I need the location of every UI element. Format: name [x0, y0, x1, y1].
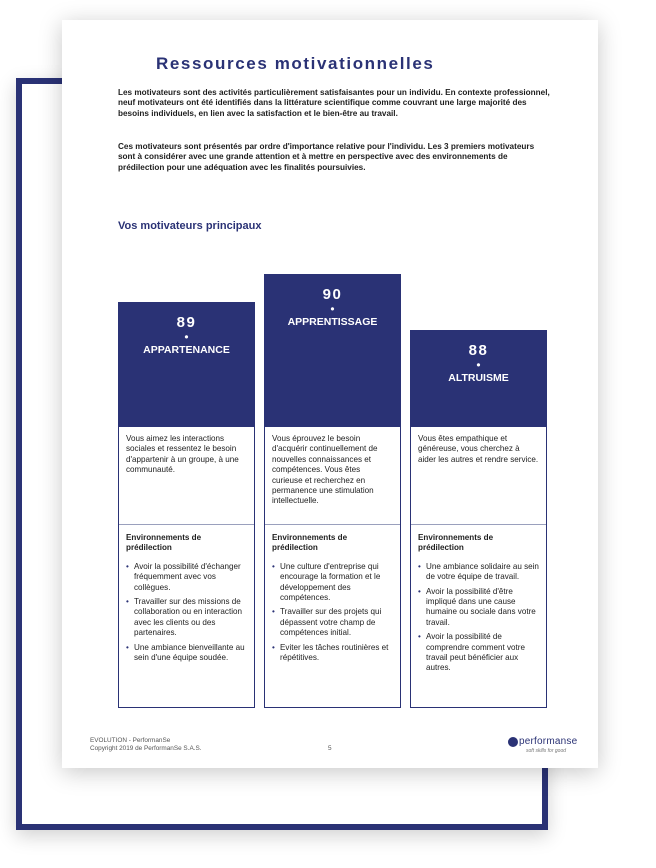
intro-paragraph-2: Ces motivateurs sont présentés par ordre d'importance relative pour l'individu. Les 3 premiers motivateurs sont à considérer avec une grande attention et à mettre en perspective avec des environnements de prédilection pour une adéquation avec les finalités poursuivies. [118, 142, 535, 172]
motivator-score: 88 [468, 342, 489, 359]
motivator-score: 90 [322, 286, 343, 303]
environment-item: • Une culture d'entreprise qui encourage la formation et le développement des compétences. [272, 562, 393, 604]
motivator-label: APPARTENANCE [143, 344, 230, 356]
page-title: Ressources motivationnelles [156, 54, 435, 73]
card-divider [265, 524, 400, 525]
motivator-bar-altruisme [410, 330, 547, 426]
motivator-description: Vous êtes empathique et généreuse, vous cherchez à aider les autres et rendre service. [418, 434, 539, 464]
motivator-label: ALTRUISME [448, 372, 509, 384]
environment-item: • Une ambiance bienveillante au sein d'une équipe soudée. [126, 643, 247, 664]
environment-item: • Travailler sur des projets qui dépassent votre champ de compétences initial. [272, 607, 393, 638]
score-dot: • [476, 358, 481, 372]
performanse-logo [508, 736, 588, 758]
environment-title: Environnements de prédilection [418, 533, 494, 553]
logo-mark-icon [508, 737, 518, 747]
motivator-bar-appartenance [118, 302, 255, 426]
environment-item: • Eviter les tâches routinières et répétitives. [272, 643, 393, 664]
motivator-card-appartenance [118, 426, 255, 708]
score-dot: • [184, 330, 189, 344]
environment-title: Environnements de prédilection [126, 533, 202, 553]
environment-item: • Travailler sur des missions de collaboration ou en interaction avec les clients ou des partenaires. [126, 597, 247, 639]
score-dot: • [330, 302, 335, 316]
footer-copyright: Copyright 2019 de PerformanSe S.A.S. [90, 745, 202, 752]
card-divider [119, 524, 254, 525]
environment-list [272, 562, 393, 664]
page-footer [90, 737, 202, 753]
motivator-label: APPRENTISSAGE [287, 316, 378, 328]
environment-list [418, 562, 539, 674]
motivator-score: 89 [176, 314, 197, 331]
motivator-card-apprentissage [264, 426, 401, 708]
logo-wordmark: performanse [519, 736, 578, 747]
section-subtitle: Vos motivateurs principaux [118, 220, 262, 232]
page-number: 5 [328, 745, 332, 752]
document-page [62, 20, 598, 768]
card-divider [411, 524, 546, 525]
motivator-bar-apprentissage [264, 274, 401, 426]
motivator-description: Vous éprouvez le besoin d'acquérir continuellement de nouvelles connaissances et compétences. Vous êtes curieuse et recherchez en permanence une stimulation intellectuelle. [272, 434, 378, 506]
environment-item: • Une ambiance solidaire au sein de votre équipe de travail. [418, 562, 539, 583]
logo-tagline: soft skills for good [526, 748, 567, 754]
environment-list [126, 562, 247, 664]
environment-item: • Avoir la possibilité d'être impliqué dans une cause humaine ou sociale dans votre travail. [418, 587, 539, 629]
environment-item: • Avoir la possibilité de comprendre comment votre travail peut bénéficier aux autres. [418, 632, 539, 674]
footer-product: EVOLUTION - PerformanSe [90, 737, 171, 744]
motivator-card-altruisme [410, 426, 547, 708]
environment-title: Environnements de prédilection [272, 533, 348, 553]
environment-item: • Avoir la possibilité d'échanger fréquemment avec vos collègues. [126, 562, 247, 593]
motivator-description: Vous aimez les interactions sociales et ressentez le besoin d'appartenir à un groupe, à une communauté. [126, 434, 239, 475]
intro-paragraph-1: Les motivateurs sont des activités particulièrement satisfaisantes pour un individu. En contexte professionnel, neuf motivateurs ont été identifiés dans la littérature scientifique comme couvrant une large majorité des besoins individuels, en lien avec la satisfaction et le bien-être au travail. [118, 88, 550, 118]
